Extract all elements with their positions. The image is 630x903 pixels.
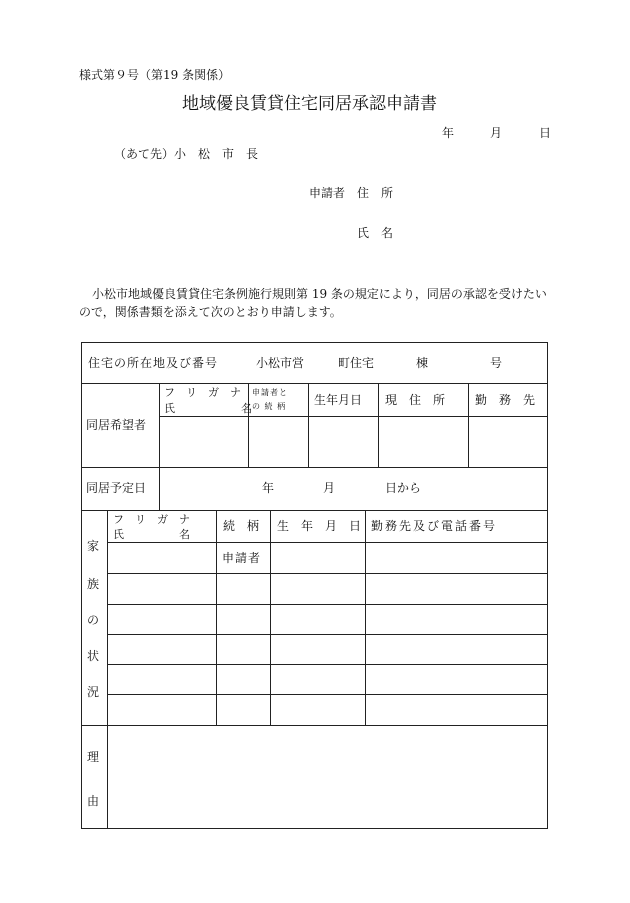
planned-month-label: 月 <box>323 481 336 495</box>
planned-date-label: 同居予定日 <box>86 481 147 495</box>
reason-field[interactable] <box>108 726 547 828</box>
family-relation-field[interactable] <box>217 574 270 604</box>
family-label-char-2: 族 <box>87 577 100 591</box>
family-workplace-field[interactable] <box>366 665 547 694</box>
body-line-1: 小松市地域優良賃貸住宅条例施行規則第 19 条の規定により，同居の承認を受けたい <box>92 287 547 301</box>
reason-label-char-2: 由 <box>87 794 100 808</box>
relation-header-line2: の 続 柄 <box>252 402 287 411</box>
applicant-name-field[interactable] <box>410 222 560 242</box>
reason-label-char-1: 理 <box>87 750 100 764</box>
family-workplace-phone-header: 勤務先及び電話番号 <box>371 519 498 533</box>
family-workplace-field[interactable] <box>366 574 547 604</box>
town-housing-label: 町住宅 <box>338 356 375 370</box>
family-furigana-header: フ リ ガ ナ <box>113 513 190 526</box>
family-workplace-field[interactable] <box>366 695 547 725</box>
body-line-2: ので，関係書類を添えて次のとおり申請します。 <box>79 305 342 319</box>
relation-header-line1: 申請者と <box>252 388 288 397</box>
birthdate-header: 生年月日 <box>314 393 363 407</box>
family-relation-header: 続 柄 <box>223 519 260 533</box>
furigana-header: フ リ ガ ナ <box>164 386 241 399</box>
cohabitant-relation-field[interactable] <box>249 417 308 467</box>
family-workplace-field[interactable] <box>366 605 547 634</box>
applicant-label: 申請者 <box>309 186 346 200</box>
cohabitant-workplace-field[interactable] <box>469 417 547 467</box>
current-address-header: 現 住 所 <box>385 393 446 407</box>
cohabitant-address-field[interactable] <box>379 417 468 467</box>
name-header: 氏 名 <box>164 402 252 415</box>
date-month-label: 月 <box>490 126 503 140</box>
cohabitant-birthdate-field[interactable] <box>309 417 378 467</box>
family-birthdate-field[interactable] <box>271 665 365 694</box>
date-day-label: 日 <box>539 126 552 140</box>
family-name-field[interactable] <box>108 605 216 634</box>
address-number-label: 住宅の所在地及び番号 <box>88 356 219 370</box>
family-label-char-5: 況 <box>87 685 100 699</box>
family-relation-field[interactable] <box>217 665 270 694</box>
family-relation-field[interactable] <box>217 605 270 634</box>
cohabitant-label: 同居希望者 <box>86 418 147 432</box>
planned-day-from-label: 日から <box>385 481 422 495</box>
family-workplace-field[interactable] <box>366 635 547 664</box>
family-name-field[interactable] <box>108 665 216 694</box>
family-label-char-3: の <box>87 613 100 627</box>
applicant-address-field[interactable] <box>410 182 560 202</box>
family-first-relation: 申請者 <box>222 551 262 565</box>
planned-year-label: 年 <box>262 481 275 495</box>
family-label-char-1: 家 <box>87 539 100 553</box>
family-name-field[interactable] <box>108 543 216 573</box>
family-relation-field[interactable] <box>217 635 270 664</box>
workplace-header: 勤 務 先 <box>475 393 536 407</box>
form-number: 様式第９号（第19 条関係） <box>79 68 231 82</box>
applicant-name-label: 氏 名 <box>357 226 394 240</box>
family-birthdate-field[interactable] <box>271 695 365 725</box>
family-birthdate-field[interactable] <box>271 574 365 604</box>
family-birthdate-header: 生 年 月 日 <box>277 519 362 533</box>
family-relation-field[interactable] <box>217 695 270 725</box>
family-name-field[interactable] <box>108 695 216 725</box>
cohabitant-name-field[interactable] <box>160 417 248 467</box>
family-name-field[interactable] <box>108 635 216 664</box>
family-workplace-field[interactable] <box>366 543 547 573</box>
form-title: 地域優良賃貸住宅同居承認申請書 <box>182 94 437 114</box>
family-birthdate-field[interactable] <box>271 605 365 634</box>
family-birthdate-field[interactable] <box>271 543 365 573</box>
applicant-address-label: 住 所 <box>357 186 394 200</box>
city-label: 小松市営 <box>256 356 305 370</box>
family-birthdate-field[interactable] <box>271 635 365 664</box>
family-name-field[interactable] <box>108 574 216 604</box>
room-number-label: 号 <box>490 356 503 370</box>
date-year-label: 年 <box>442 126 455 140</box>
family-name-header: 氏 名 <box>113 528 190 541</box>
family-label-char-4: 状 <box>87 649 100 663</box>
building-label: 棟 <box>416 356 429 370</box>
addressee: （あて先）小 松 市 長 <box>114 147 259 161</box>
